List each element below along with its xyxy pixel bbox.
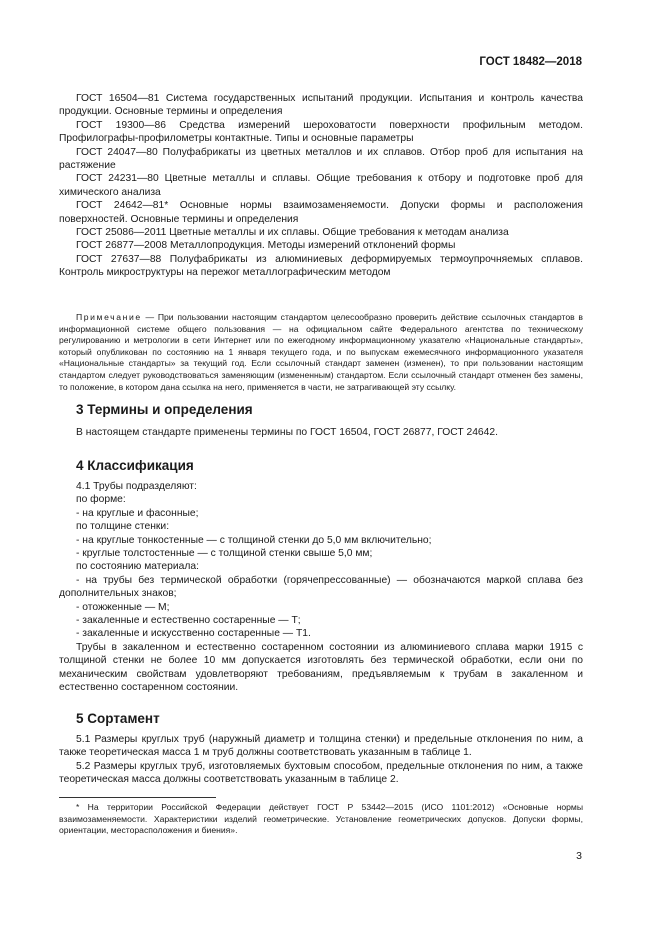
note-label: Примечание	[76, 312, 142, 322]
reference-item: ГОСТ 24642—81* Основные нормы взаимозаменяемости. Допуски формы и расположения поверхностей. Основные термины и определения	[59, 200, 583, 225]
classification-line: по толщине стенки:	[76, 521, 170, 533]
classification-item: - отожженные — М;	[76, 601, 170, 613]
reference-item: ГОСТ 24047—80 Полуфабрикаты из цветных металлов и их сплавов. Отбор проб для испытания на растяжение	[59, 146, 583, 172]
reference-item: ГОСТ 27637—88 Полуфабрикаты из алюминиевых деформируемых термоупрочняемых сплавов. Контроль микроструктуры на пережог металлографическим методом	[59, 253, 583, 279]
classification-line: по состоянию материала:	[76, 561, 199, 573]
reference-item: ГОСТ 26877—2008 Металлопродукция. Методы измерений отклонений формы	[76, 240, 456, 252]
assortment-paragraph: 5.2 Размеры круглых труб, изготовляемых бухтовым способом, предельные отклонения по ним, а также теоретическая масса должны соответствовать указанным в таблице 2.	[59, 760, 583, 786]
classification-paragraph: Трубы в закаленном и естественно состаренном состоянии из алюминиевого сплава марки 1915 с толщиной стенки не более 10 мм допускается изготовлять без термической обработки, если они по механическим свойствам удовлетворяют требованиям, предъявляемым к трубам в закаленном и естественно состаренном состоянии.	[59, 641, 583, 694]
classification-item: - круглые толстостенные — с толщиной стенки свыше 5,0 мм;	[76, 548, 373, 560]
note-text: — При пользовании настоящим стандартом целесообразно проверить действие ссылочных стандартов в информационной системе общего пользования — на официальном сайте Федерального агентства по техническому регулированию и метрологии в сети Интернет или по ежегодному информационному указателю «Национальные стандарты», который опубликован по состоянию на 1 января текущего года, и по выпускам ежемесячного информационного указателя «Национальные стандарты» за текущий год. Если ссылочный стандарт заменен (изменен), то при пользовании настоящим стандартом следует руководствоваться заменяющим (измененным) стандартом. Если ссылочный стандарт отменен без замены, то положение, в котором дана ссылка на него, применяется в части, не затрагивающей эту ссылку.	[59, 312, 583, 392]
footnote-text: * На территории Российской Федерации действует ГОСТ Р 53442—2015 (ИСО 1101:2012) «Основные нормы взаимозаменяемости. Характеристики изделий геометрические. Установление геометрических допусков. Допуски формы, ориентации, месторасположения и биения».	[59, 802, 583, 836]
classification-item: - закаленные и искусственно состаренные — Т1.	[76, 628, 311, 640]
section-4-heading: 4 Классификация	[76, 458, 194, 473]
section-4-body	[59, 480, 583, 695]
classification-item: - закаленные и естественно состаренные — Т;	[76, 615, 301, 627]
normative-references	[59, 92, 583, 280]
section-5-heading: 5 Сортамент	[76, 711, 160, 726]
references-note	[59, 312, 583, 393]
footnote	[59, 802, 583, 837]
page-number: 3	[576, 850, 582, 862]
section-5-body	[59, 733, 583, 787]
classification-line: по форме:	[76, 494, 126, 506]
footnote-divider	[59, 797, 216, 798]
assortment-paragraph: 5.1 Размеры круглых труб (наружный диаметр и толщина стенки) и предельные отклонения по ним, а также теоретическая масса 1 м труб должны соответствовать указанным в таблице 1.	[59, 734, 583, 759]
classification-line: 4.1 Трубы подразделяют:	[76, 481, 197, 492]
section-3-text: В настоящем стандарте применены термины по ГОСТ 16504, ГОСТ 26877, ГОСТ 24642.	[76, 427, 498, 438]
section-3-body	[59, 426, 583, 439]
document-header: ГОСТ 18482—2018	[479, 56, 582, 68]
reference-item: ГОСТ 25086—2011 Цветные металлы и их сплавы. Общие требования к методам анализа	[76, 227, 509, 239]
reference-item: ГОСТ 16504—81 Система государственных испытаний продукции. Испытания и контроль качества продукции. Основные термины и определения	[59, 93, 583, 118]
reference-item: ГОСТ 19300—86 Средства измерений шероховатости поверхности профильным методом. Профилографы-профилометры контактные. Типы и основные параметры	[59, 119, 583, 145]
reference-item: ГОСТ 24231—80 Цветные металлы и сплавы. Общие требования к отбору и подготовке проб для химического анализа	[59, 173, 583, 198]
classification-item: - на трубы без термической обработки (горячепрессованные) — обозначаются маркой сплава без дополнительных знаков;	[59, 574, 583, 600]
classification-item: - на круглые тонкостенные — с толщиной стенки до 5,0 мм включительно;	[76, 534, 432, 546]
classification-item: - на круглые и фасонные;	[76, 507, 199, 519]
section-3-heading: 3 Термины и определения	[76, 402, 253, 417]
